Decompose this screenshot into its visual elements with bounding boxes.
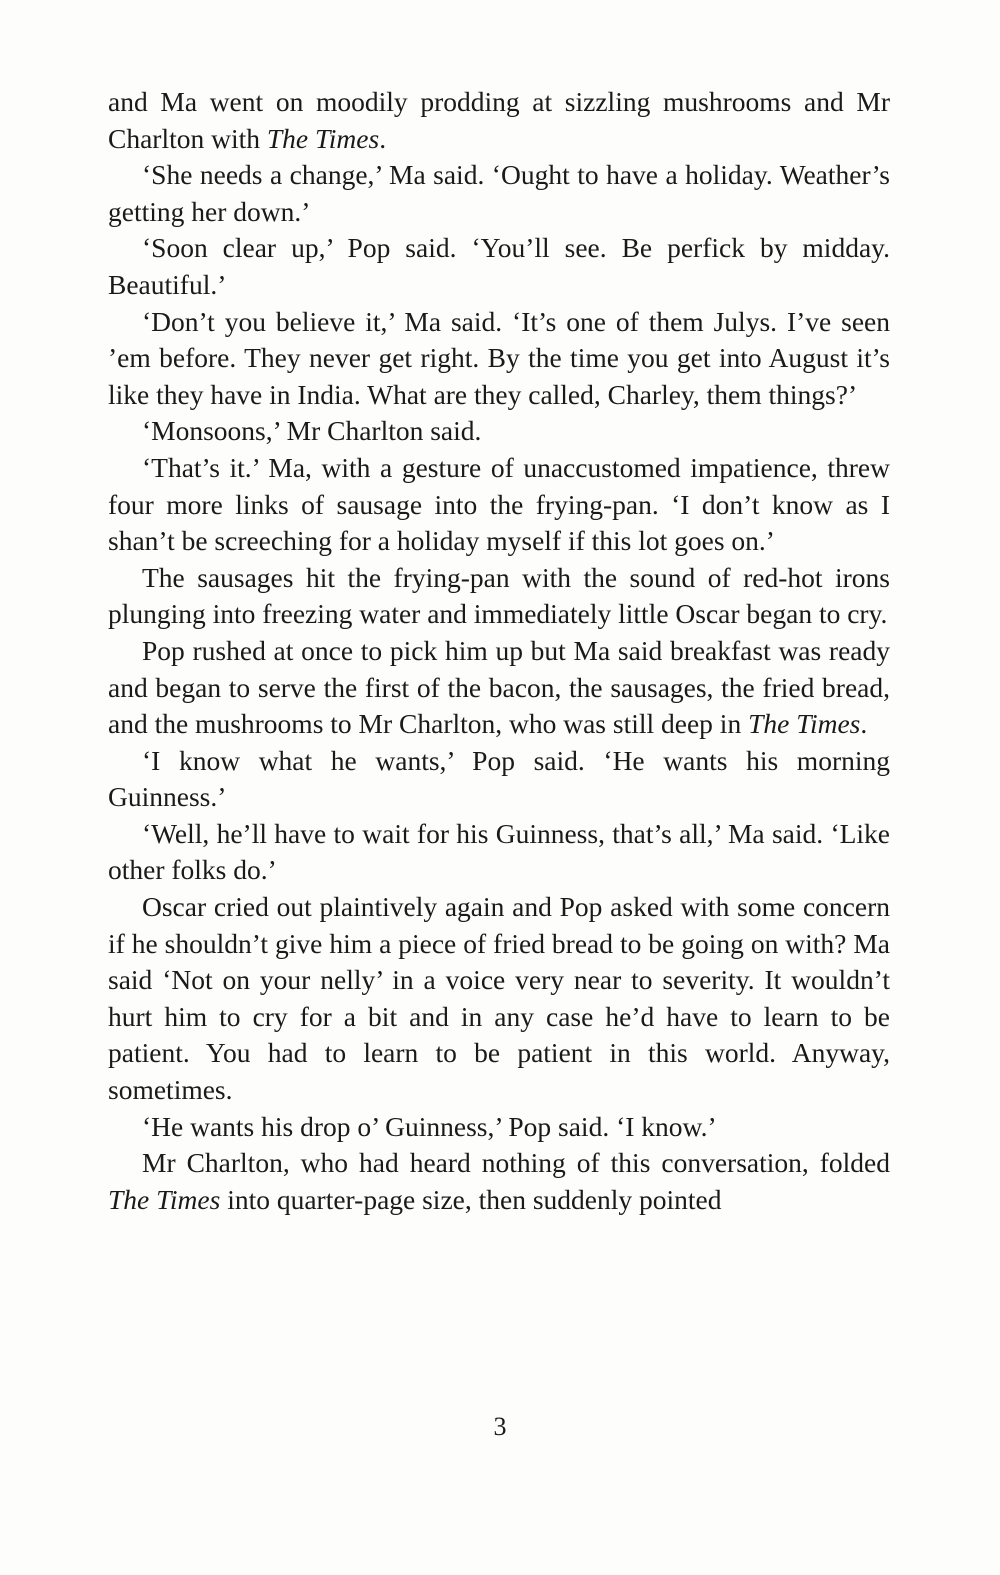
paragraph xyxy=(108,304,890,414)
italic-title: The Times xyxy=(266,122,380,154)
paragraph xyxy=(108,816,890,889)
text-run: ‘Monsoons,’ Mr Charlton said. xyxy=(142,415,482,447)
paragraph xyxy=(108,157,890,230)
page-number: 3 xyxy=(493,1412,507,1441)
text-run: Oscar cried out plaintively again and Pop asked with some concern if he shouldn’t give him a piece of fried bread to be going on with? Ma said ‘Not on your nelly’ in a voice very near to severity. It wouldn’t hurt him to cry for a bit and in any case he’d have to learn to be patient. You had to learn to be patient in this world. Anyway, sometimes. xyxy=(108,891,890,1106)
text-run: The sausages hit the frying-pan with the sound of red-hot irons plunging into freezing water and immediately little Oscar began to cry. xyxy=(108,561,890,630)
text-run: ‘He wants his drop o’ Guinness,’ Pop said. ‘I know.’ xyxy=(142,1110,717,1142)
italic-title: The Times xyxy=(748,708,861,740)
text-run: ‘Soon clear up,’ Pop said. ‘You’ll see. Be perfick by midday. Beautiful.’ xyxy=(108,232,890,300)
paragraph xyxy=(108,633,890,743)
paragraph xyxy=(108,1109,890,1146)
paragraph xyxy=(108,1145,890,1218)
paragraph xyxy=(108,413,890,450)
text-run: ‘She needs a change,’ Ma said. ‘Ought to have a holiday. Weather’s getting her down.’ xyxy=(108,159,890,227)
paragraph xyxy=(108,450,890,560)
paragraph xyxy=(108,889,890,1109)
text-run: ‘That’s it.’ Ma, with a gesture of unaccustomed impatience, threw four more links of sausage into the frying-pan. ‘I don’t know as I shan’t be screeching for a holiday myself if this lot goes on.’ xyxy=(108,451,890,557)
text-run: Mr Charlton, who had heard nothing of this conversation, folded xyxy=(142,1147,890,1179)
text-run: Pop rushed at once to pick him up but Ma said breakfast was ready and began to serve the first of the bacon, the sausages, the fried bread, and the mushrooms to Mr Charlton, who was still deep in xyxy=(108,634,890,740)
text-run: into quarter-page size, then suddenly pointed xyxy=(220,1183,722,1215)
text-run: ‘Don’t you believe it,’ Ma said. ‘It’s one of them Julys. I’ve seen ’em before. They never get right. By the time you get into August it’s like they have in India. What are they called, Charley, them things?’ xyxy=(108,305,890,410)
text-run: ‘I know what he wants,’ Pop said. ‘He wants his morning Guinness.’ xyxy=(108,744,890,813)
body-text xyxy=(108,84,890,1218)
text-run: and Ma went on moodily prodding at sizzling mushrooms and Mr Charlton with xyxy=(108,86,890,154)
paragraph xyxy=(108,560,890,633)
text-run: . xyxy=(379,122,387,154)
paragraph xyxy=(108,84,890,157)
paragraph xyxy=(108,743,890,816)
text-run: ‘Well, he’ll have to wait for his Guinness, that’s all,’ Ma said. ‘Like other folks do.’ xyxy=(108,817,890,886)
paragraph xyxy=(108,230,890,303)
italic-title: The Times xyxy=(108,1183,221,1215)
text-run: . xyxy=(860,708,868,740)
